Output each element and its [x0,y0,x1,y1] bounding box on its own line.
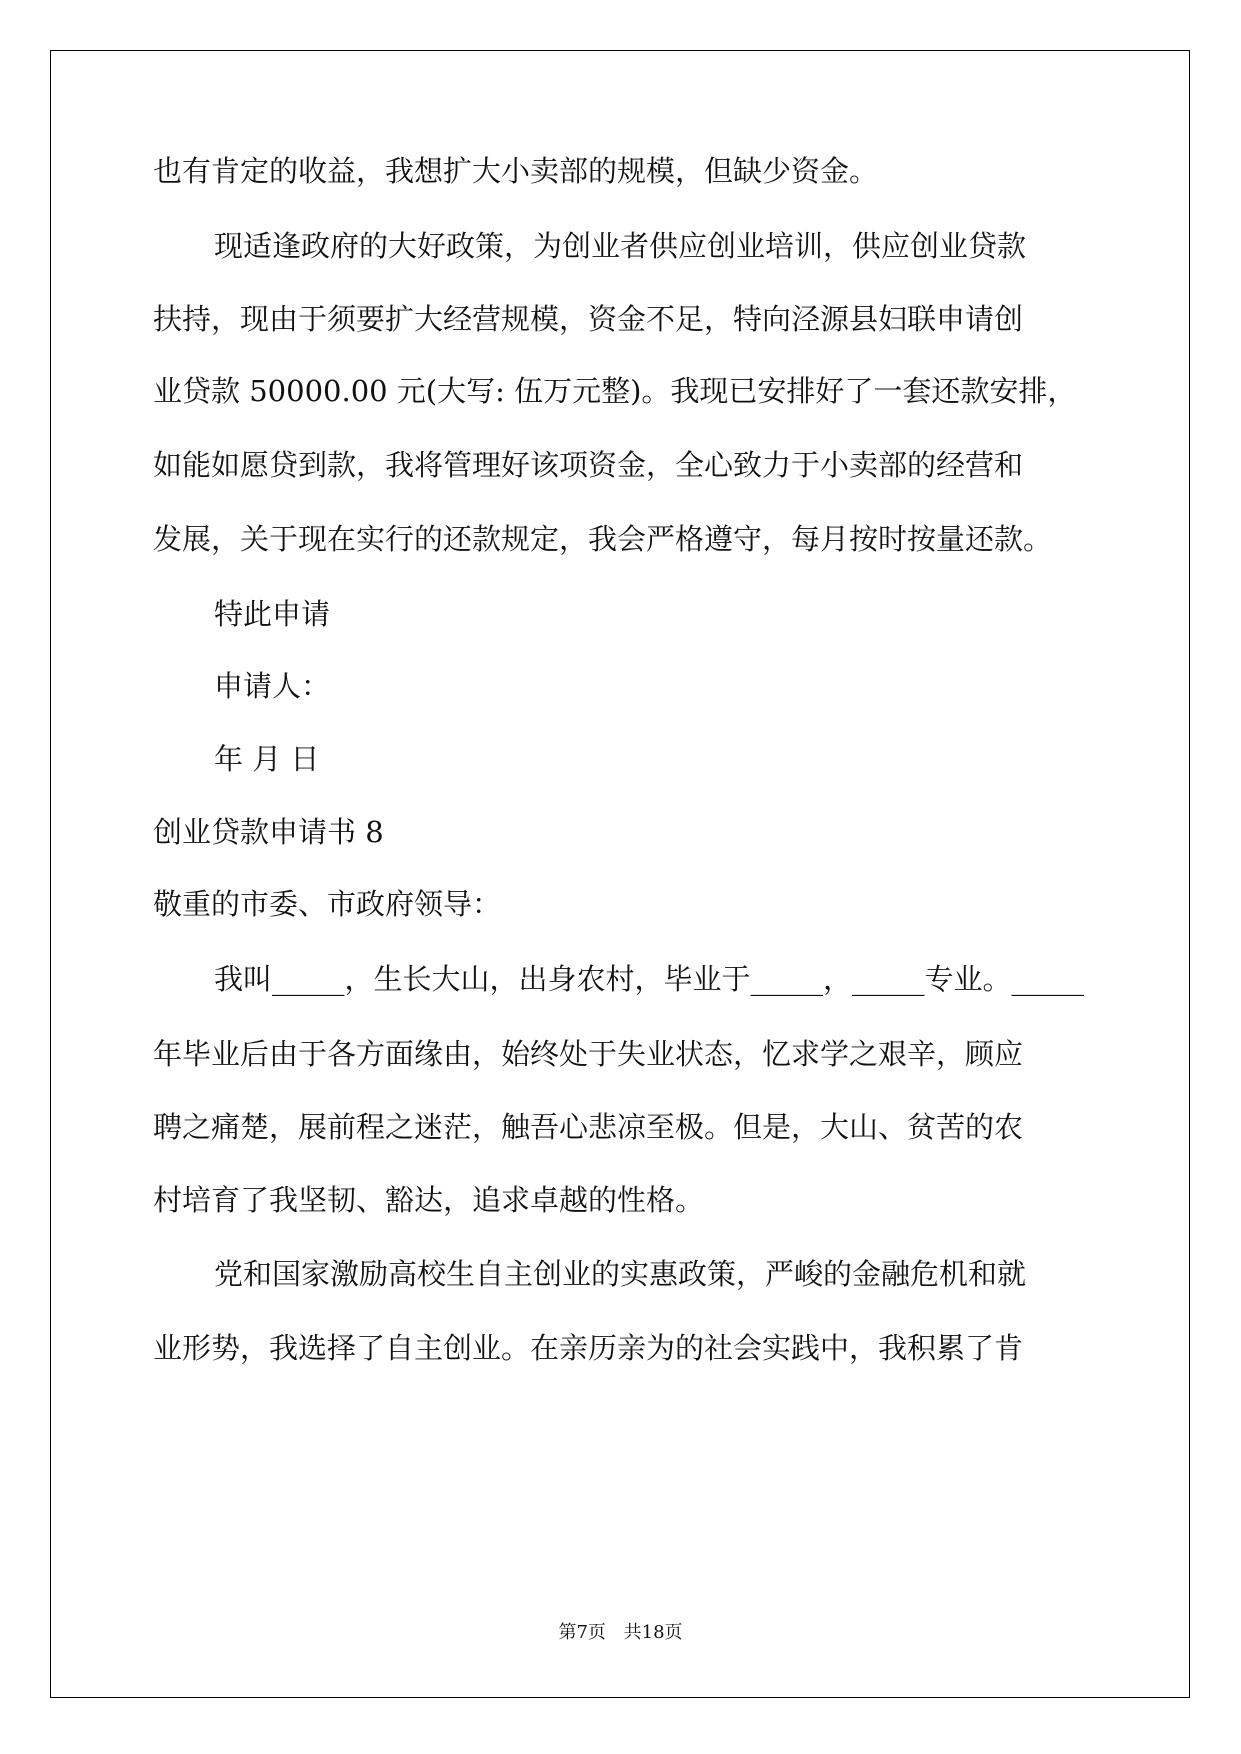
text-line: 业贷款 50000.00 元(大写: 伍万元整)。我现已安排好了一套还款安排， [153,374,1077,408]
page-number: 第7页 [558,1622,606,1643]
text-line: 村培育了我坚韧、豁达，追求卓越的性格。 [153,1183,705,1217]
page-total: 共18页 [623,1622,683,1643]
text-line: 聘之痛楚，展前程之迷茫，触吾心悲凉至极。但是，大山、贫苦的农 [153,1110,1024,1144]
text-line: 业形势，我选择了自主创业。在亲历亲为的社会实践中，我积累了肯 [153,1331,1024,1365]
text-line: 现适逢政府的大好政策，为创业者供应创业培训，供应创业贷款 [214,229,1027,263]
page-border [50,50,1190,1698]
applicant-label: 申请人： [214,669,331,703]
text-line: 发展，关于现在实行的还款规定，我会严格遵守，每月按时按量还款。 [153,522,1053,556]
text-line: 党和国家激励高校生自主创业的实惠政策，严峻的金融危机和就 [214,1257,1027,1291]
text-line: 年毕业后由于各方面缘由，始终处于失业状态，忆求学之艰辛，顾应 [153,1037,1024,1071]
text-line: 我叫_____，生长大山，出身农村，毕业于_____，_____专业。_____ [214,962,1085,996]
salutation: 敬重的市委、市政府领导： [153,887,502,921]
text-line: 也有肯定的收益，我想扩大小卖部的规模，但缺少资金。 [153,154,879,188]
closing-phrase: 特此申请 [214,597,331,631]
text-line: 扶持，现由于须要扩大经营规模，资金不足，特向泾源县妇联申请创 [153,302,1024,336]
page-footer [0,1618,1241,1644]
date-label: 年 月 日 [214,742,320,776]
section-heading: 创业贷款申请书 8 [153,815,384,849]
text-line: 如能如愿贷到款，我将管理好该项资金，全心致力于小卖部的经营和 [153,448,1024,482]
